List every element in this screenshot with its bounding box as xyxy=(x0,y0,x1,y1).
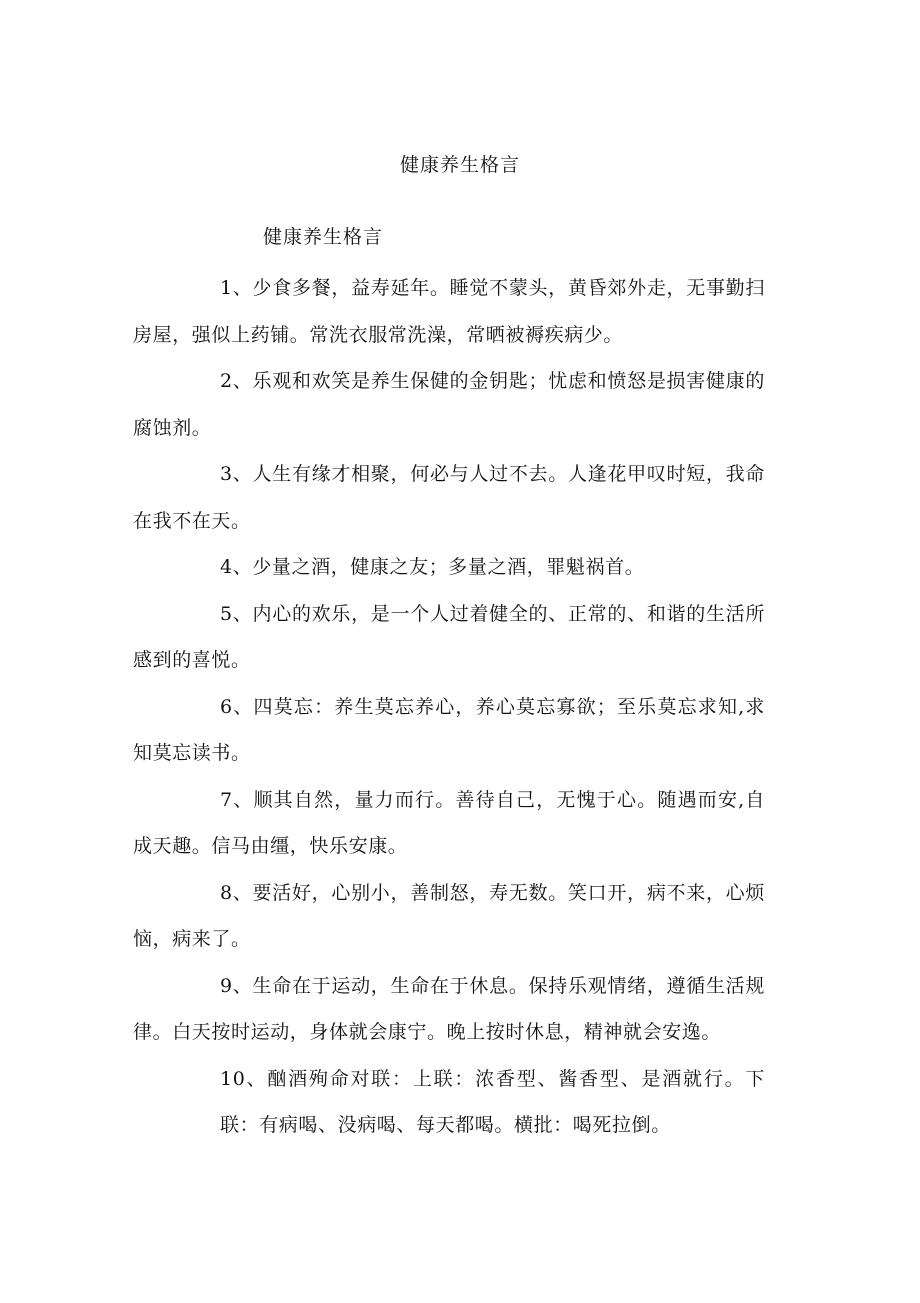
body-text xyxy=(133,265,765,1149)
paragraph-5: 5、内心的欢乐，是一个人过着健全的、正常的、和谐的生活所感到的喜悦。 xyxy=(133,602,765,671)
paragraph-3: 3、人生有缘才相聚，何必与人过不去。人逢花甲叹时短，我命在我不在天。 xyxy=(133,463,765,532)
paragraph-7: 7、顺其自然，量力而行。善待自己，无愧于心。随遇而安,自成天趣。信马由缰，快乐安康。 xyxy=(133,788,765,857)
page-title: 健康养生格言 xyxy=(399,154,520,176)
paragraph-2: 2、乐观和欢笑是养生保健的金钥匙；忧虑和愤怒是损害健康的腐蚀剂。 xyxy=(133,370,765,439)
section-heading: 健康养生格言 xyxy=(263,226,384,248)
paragraph-8: 8、要活好，心别小，善制怒，寿无数。笑口开，病不来，心烦恼，病来了。 xyxy=(133,881,765,950)
paragraph-10: 10、酗酒殉命对联：上联：浓香型、酱香型、是酒就行。下联：有病喝、没病喝、每天都喝。横批：喝死拉倒。 xyxy=(220,1067,765,1136)
paragraph-6: 6、四莫忘：养生莫忘养心，养心莫忘寡欲；至乐莫忘求知,求知莫忘读书。 xyxy=(133,695,765,764)
paragraph-9: 9、生命在于运动，生命在于休息。保持乐观情绪，遵循生活规律。白天按时运动，身体就会康宁。晚上按时休息，精神就会安逸。 xyxy=(133,974,765,1043)
paragraph-4: 4、少量之酒，健康之友；多量之酒，罪魁祸首。 xyxy=(220,556,645,578)
paragraph-1: 1、少食多餐，益寿延年。睡觉不蒙头，黄昏郊外走，无事勤扫房屋，强似上药铺。常洗衣服常洗澡，常晒被褥疾病少。 xyxy=(133,277,765,346)
